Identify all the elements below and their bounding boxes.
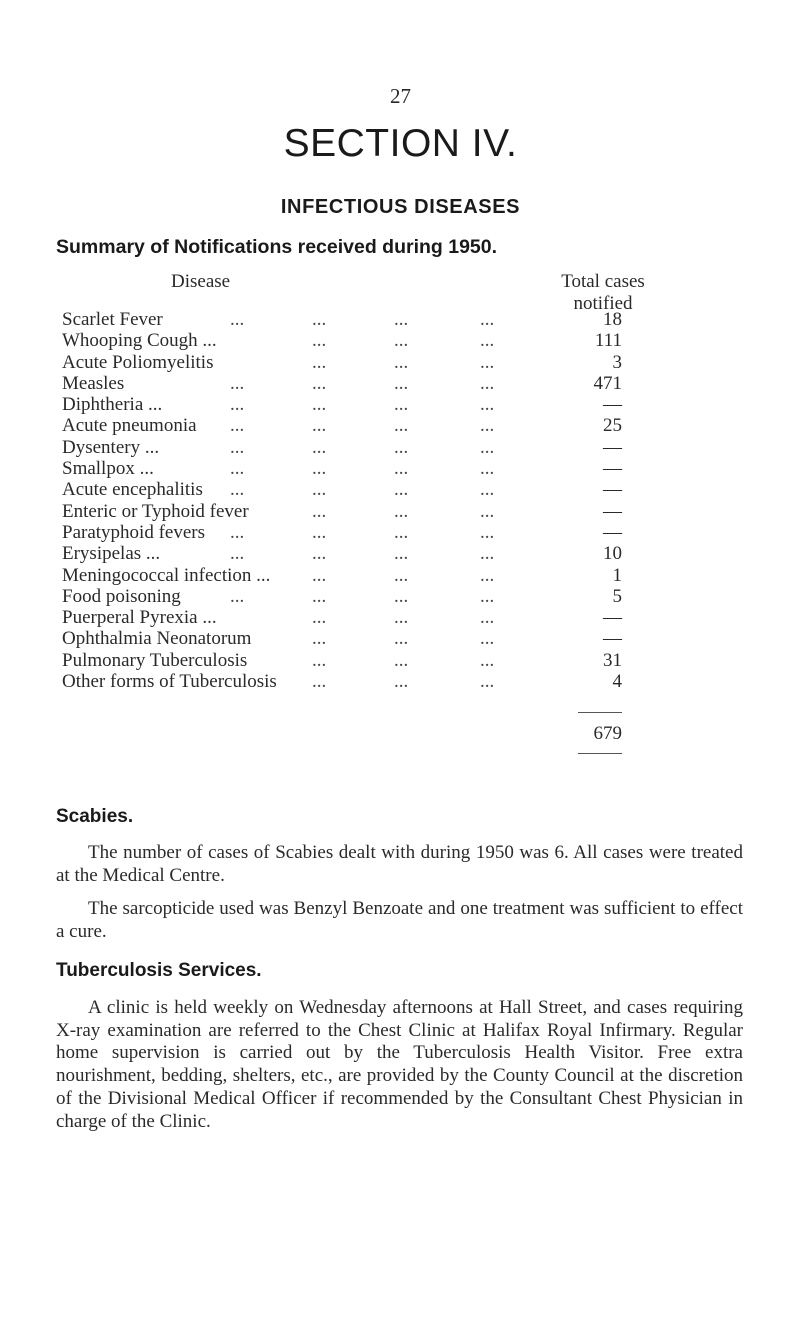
dot-leader-segment: ...: [480, 628, 495, 650]
disease-name: Pulmonary Tuberculosis: [62, 649, 248, 671]
dot-leader-segment: ...: [230, 543, 245, 565]
dot-leader-segment: ...: [312, 479, 327, 501]
scabies-paragraph-1-text: The number of cases of Scabies dealt with during 1950 was 6. All cases were treated at the Medical Centre.: [56, 842, 743, 886]
dot-leader-segment: ...: [394, 479, 409, 501]
disease-name: Paratyphoid fevers: [62, 521, 205, 543]
table-row: [62, 479, 622, 500]
case-count: —: [603, 521, 622, 543]
dot-leader-segment: ...: [480, 671, 495, 693]
column-header-disease: Disease: [171, 271, 231, 292]
dot-leader-segment: ...: [312, 607, 327, 629]
dot-leader-segment: ...: [480, 649, 495, 671]
dot-leader-segment: ...: [312, 585, 327, 607]
disease-name: Whooping Cough ...: [62, 330, 217, 352]
dot-leader-segment: ...: [312, 351, 327, 373]
scabies-paragraph-1: [56, 842, 743, 887]
case-count: —: [603, 436, 622, 458]
dot-leader-segment: ...: [230, 309, 245, 330]
case-count: 3: [612, 351, 622, 373]
dot-leader-segment: ...: [394, 649, 409, 671]
tuberculosis-heading: Tuberculosis Services.: [56, 960, 262, 981]
dot-leader-segment: ...: [480, 372, 495, 394]
table-row: [62, 650, 622, 671]
dot-leader-segment: ...: [480, 564, 495, 586]
column-header-total-line1: Total cases: [561, 271, 645, 292]
disease-name: Meningococcal infection ...: [62, 564, 271, 586]
dot-leader-segment: ...: [312, 521, 327, 543]
dot-leader-segment: ...: [312, 436, 327, 458]
disease-name: Puerperal Pyrexia ...: [62, 607, 217, 629]
scabies-paragraph-2-text: The sarcopticide used was Benzyl Benzoate and one treatment was sufficient to effect a cure.: [56, 898, 743, 942]
dot-leader-segment: ...: [312, 394, 327, 416]
dot-leader-segment: ...: [312, 415, 327, 437]
total-rule-top: [578, 712, 622, 713]
dot-leader-segment: ...: [230, 585, 245, 607]
case-count: —: [603, 628, 622, 650]
dot-leader-segment: ...: [230, 372, 245, 394]
disease-name: Other forms of Tuberculosis: [62, 671, 277, 693]
total-rule-bottom: [578, 753, 622, 754]
summary-title: Summary of Notifications received during 1950.: [56, 236, 498, 258]
dot-leader-segment: ...: [230, 479, 245, 501]
dot-leader-segment: ...: [394, 671, 409, 693]
disease-name: Acute encephalitis: [62, 479, 203, 501]
dot-leader-segment: ...: [394, 330, 409, 352]
dot-leader-segment: ...: [394, 458, 409, 480]
case-count: 111: [594, 330, 622, 352]
case-count: —: [603, 458, 622, 480]
table-row: [62, 394, 622, 415]
table-row: [62, 352, 622, 373]
dot-leader-segment: ...: [312, 564, 327, 586]
table-row: [62, 437, 622, 458]
tuberculosis-paragraph-text: A clinic is held weekly on Wednesday afternoons at Hall Street, and cases requiring X-ray examination are referred to the Chest Clinic at Halifax Royal Infirmary. Regular home supervision is carried out by the Tuberculosis Health Visitor. Free extra nourishment, bedding, shelters, etc., are provided by the County Council at the discretion of the Divisional Medical Officer if recommended by the Consultant Chest Physician in charge of the Clinic.: [56, 997, 743, 1132]
dot-leader-segment: ...: [394, 585, 409, 607]
dot-leader-segment: ...: [480, 479, 495, 501]
dot-leader-segment: ...: [394, 543, 409, 565]
table-row: [62, 415, 622, 436]
disease-name: Diphtheria ...: [62, 394, 163, 416]
dot-leader-segment: ...: [480, 521, 495, 543]
page-number: 27: [390, 84, 411, 108]
section-title: SECTION IV.: [283, 122, 518, 165]
dot-leader-segment: ...: [394, 521, 409, 543]
disease-name: Enteric or Typhoid fever: [62, 500, 249, 522]
table-row: [62, 671, 622, 692]
disease-name: Dysentery ...: [62, 436, 160, 458]
scabies-paragraph-2: [56, 898, 743, 943]
dot-leader-segment: ...: [394, 500, 409, 522]
case-count: —: [603, 500, 622, 522]
dot-leader-segment: ...: [480, 330, 495, 352]
table-row: [62, 543, 622, 564]
dot-leader-segment: ...: [480, 436, 495, 458]
notifications-table: [62, 309, 622, 692]
dot-leader-segment: ...: [312, 500, 327, 522]
case-count: —: [603, 394, 622, 416]
case-count: —: [603, 607, 622, 629]
column-header-total-line2: notified: [573, 293, 633, 314]
case-count: 471: [593, 372, 622, 394]
dot-leader-segment: ...: [394, 309, 409, 330]
disease-name: Smallpox ...: [62, 458, 154, 480]
dot-leader-segment: ...: [480, 500, 495, 522]
dot-leader-segment: ...: [312, 458, 327, 480]
dot-leader-segment: ...: [480, 415, 495, 437]
dot-leader-segment: ...: [230, 436, 245, 458]
total-value: 679: [593, 723, 622, 744]
dot-leader-segment: ...: [480, 543, 495, 565]
dot-leader-segment: ...: [394, 564, 409, 586]
dot-leader-segment: ...: [480, 585, 495, 607]
case-count: —: [603, 479, 622, 501]
dot-leader-segment: ...: [394, 394, 409, 416]
disease-name: Erysipelas ...: [62, 543, 161, 565]
disease-name: Acute Poliomyelitis: [62, 351, 214, 373]
dot-leader-segment: ...: [394, 436, 409, 458]
table-row: [62, 586, 622, 607]
case-count: 25: [603, 415, 622, 437]
dot-leader-segment: ...: [480, 394, 495, 416]
table-row: [62, 501, 622, 522]
disease-name: Scarlet Fever: [62, 309, 163, 330]
table-row: [62, 522, 622, 543]
case-count: 18: [603, 309, 622, 330]
dot-leader-segment: ...: [480, 607, 495, 629]
dot-leader-segment: ...: [394, 372, 409, 394]
dot-leader-segment: ...: [480, 351, 495, 373]
dot-leader-segment: ...: [394, 351, 409, 373]
dot-leader-segment: ...: [480, 458, 495, 480]
disease-name: Food poisoning: [62, 585, 181, 607]
disease-name: Acute pneumonia: [62, 415, 197, 437]
dot-leader-segment: ...: [312, 330, 327, 352]
case-count: 31: [603, 649, 622, 671]
table-row: [62, 565, 622, 586]
subtitle: INFECTIOUS DISEASES: [280, 196, 521, 218]
table-row: [62, 330, 622, 351]
case-count: 10: [603, 543, 622, 565]
dot-leader-segment: ...: [394, 415, 409, 437]
table-row: [62, 607, 622, 628]
dot-leader-segment: ...: [230, 394, 245, 416]
table-row: [62, 309, 622, 330]
table-row: [62, 458, 622, 479]
tuberculosis-paragraph: [56, 997, 743, 1133]
dot-leader-segment: ...: [312, 543, 327, 565]
table-row: [62, 628, 622, 649]
disease-name: Ophthalmia Neonatorum: [62, 628, 252, 650]
case-count: 1: [612, 564, 622, 586]
table-row: [62, 373, 622, 394]
scabies-heading: Scabies.: [56, 806, 134, 827]
case-count: 5: [612, 585, 622, 607]
dot-leader-segment: ...: [312, 309, 327, 330]
dot-leader-segment: ...: [312, 628, 327, 650]
dot-leader-segment: ...: [312, 649, 327, 671]
dot-leader-segment: ...: [230, 458, 245, 480]
dot-leader-segment: ...: [312, 671, 327, 693]
dot-leader-segment: ...: [230, 415, 245, 437]
dot-leader-segment: ...: [480, 309, 495, 330]
case-count: 4: [612, 671, 622, 693]
disease-name: Measles: [62, 372, 125, 394]
dot-leader-segment: ...: [394, 607, 409, 629]
dot-leader-segment: ...: [394, 628, 409, 650]
dot-leader-segment: ...: [230, 521, 245, 543]
dot-leader-segment: ...: [312, 372, 327, 394]
